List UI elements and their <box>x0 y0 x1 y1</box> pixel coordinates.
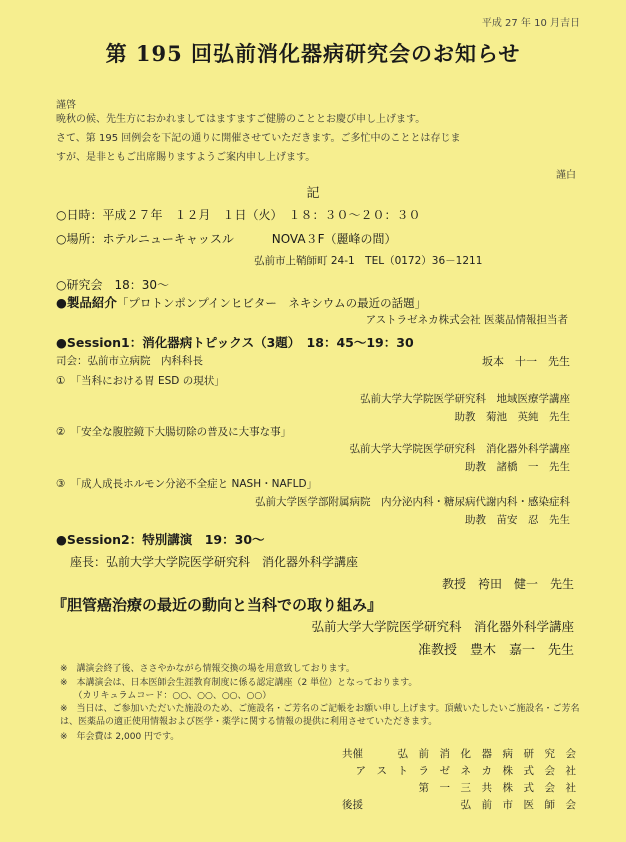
talk-1-title: ① 「当科における胃 ESD の現状」 <box>56 375 225 387</box>
greeting-line-2: さて、第 195 回例会を下記の通りに開催させていただきます。ご多忙中のこととは存じま <box>56 133 461 144</box>
venue-label: ○場所： <box>56 232 103 246</box>
talk-2-affil: 弘前大学大学院医学研究科 消化器外科学講座 <box>349 443 570 455</box>
talk-1-affil: 弘前大学大学院医学研究科 地域医療学講座 <box>360 393 570 405</box>
greeting-closing: 謹白 <box>556 170 576 181</box>
session2-heading: ●Session2：特別講演 19：30～ <box>56 532 265 547</box>
talk-3-title: ③ 「成人成長ホルモン分泌不全症と NASH・NAFLD」 <box>56 478 318 490</box>
ki-heading: 記 <box>306 186 320 201</box>
lecture-title: 『胆管癌治療の最近の動向と当科での取り組み』 <box>52 596 383 614</box>
sponsor-host-3: 第 一 三 共 株 式 会 社 <box>418 782 576 794</box>
talk-2-title: ② 「安全な腹腔鏡下大腸切除の普及に大事な事」 <box>56 426 292 438</box>
talk-3-affil: 弘前大学医学部附属病院 内分泌内科・糖尿病代謝内科・感染症科 <box>255 496 570 508</box>
sponsor-host-2: ア ス ト ラ ゼ ネ カ 株 式 会 社 <box>355 765 576 777</box>
lecture-speaker: 准教授 豊木 嘉一 先生 <box>417 643 574 658</box>
issue-date: 平成 27 年 10 月吉日 <box>481 18 580 29</box>
session1-chair-name: 坂本 十一 先生 <box>482 355 570 368</box>
talk-2-speaker: 助教 諸橋 一 先生 <box>465 461 570 473</box>
session1-chair: 司会：弘前市立病院 内科科長 <box>56 355 203 367</box>
datetime-row <box>56 206 421 223</box>
greeting-line-3: すが、是非ともご出席賜りますようご案内申し上げます。 <box>56 152 316 163</box>
session2-chair: 座長：弘前大学大学院医学研究科 消化器外科学講座 <box>70 555 359 569</box>
product-presenter: アストラゼネカ株式会社 医薬品情報担当者 <box>365 314 568 326</box>
venue-room: NOVA３F（麗峰の間） <box>271 232 397 246</box>
sponsor-support-label: 後援 <box>342 799 363 811</box>
datetime-label: ○日時： <box>56 208 103 222</box>
venue-address: 弘前市上鞘師町 24-1 TEL（0172）36－1211 <box>254 255 483 267</box>
greeting-label: 謹啓 <box>56 100 76 111</box>
sponsor-support: 弘 前 市 医 師 会 <box>460 799 576 811</box>
sponsor-host-1: 弘 前 消 化 器 病 研 究 会 <box>397 748 576 760</box>
lecture-affil: 弘前大学大学院医学研究科 消化器外科学講座 <box>311 619 574 634</box>
note-3: （カリキュラムコード：○○、○○、○○、○○） <box>60 691 272 701</box>
greeting-line-1: 晩秋の候、先生方におかれましてはますますご健勝のこととお慶び申し上げます。 <box>56 114 426 125</box>
session1-heading: ●Session1：消化器病トピックス（3題） 18：45～19：30 <box>56 335 414 350</box>
venue-row <box>56 230 396 247</box>
note-1: ※ 講演会終了後、ささやかながら情報交換の場を用意致しております。 <box>60 664 355 674</box>
talk-1-speaker: 助教 菊池 英純 先生 <box>454 411 570 423</box>
talk-3-speaker: 助教 苗安 忍 先生 <box>465 514 570 526</box>
product-row <box>56 293 426 311</box>
note-2: ※ 本講演会は、日本医師会生涯教育制度に係る認定講座（2 単位）となっております。 <box>60 678 418 688</box>
venue-name: ホテルニューキャッスル <box>102 232 234 246</box>
product-label: ●製品紹介 <box>56 295 117 310</box>
datetime-value: 平成２７年 １２月 １日（火） １８：３０～２０：３０ <box>102 208 421 222</box>
page-title: 第 195 回弘前消化器病研究会のお知らせ <box>105 41 521 66</box>
product-title: 「プロトンポンプインヒビター ネキシウムの最近の話題」 <box>116 296 427 310</box>
note-5: ※ 年会費は 2,000 円です。 <box>60 732 180 742</box>
sponsor-host-label: 共催 <box>342 748 363 760</box>
session2-chair-name: 教授 袴田 健一 先生 <box>441 577 574 591</box>
note-4: ※ 当日は、ご参加いただいた施設のため、ご施設名・ご芳名のご記帳をお願い申し上げます。頂戴いたしたいご施設名・ご芳名は、医薬品の適正使用情報および医学・薬学に関する情報の提供に利用させていただきます。 <box>60 704 580 727</box>
study-time: ○研究会 18：30～ <box>56 278 170 292</box>
